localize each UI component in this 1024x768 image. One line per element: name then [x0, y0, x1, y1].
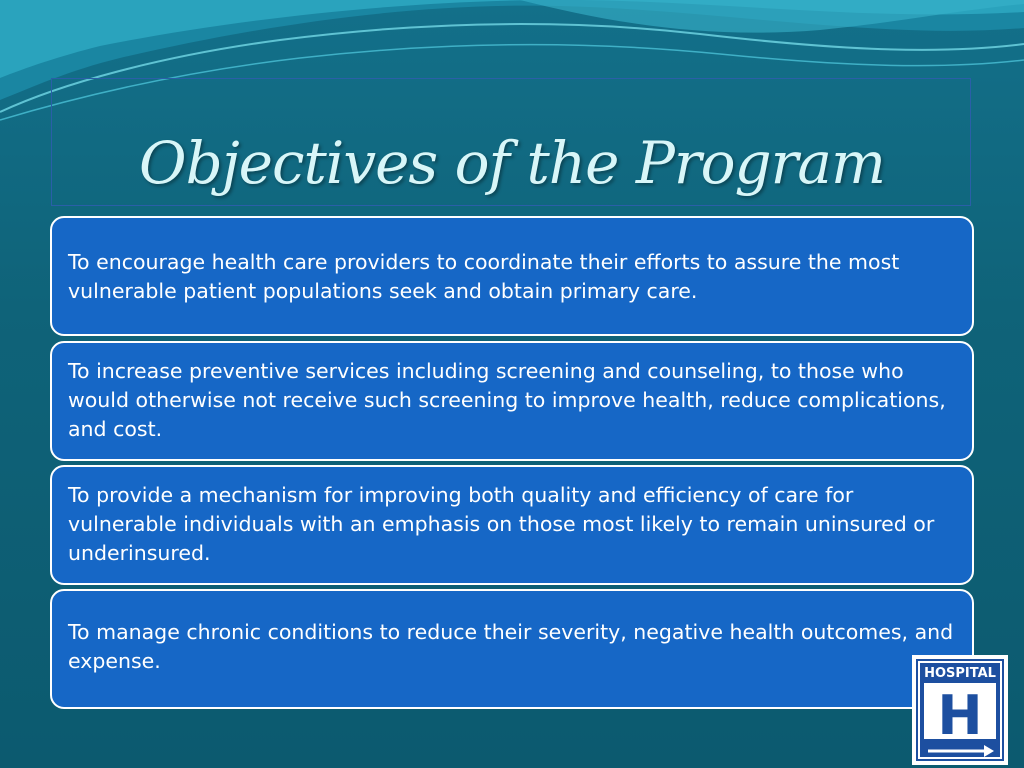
objective-item: To provide a mechanism for improving both quality and efficiency of care for vulnerable individuals with an emphasis on those most likely to remain uninsured or underinsured.: [50, 465, 974, 585]
slide-title: Objectives of the Program: [139, 129, 885, 197]
hospital-sign-icon: [912, 655, 1008, 765]
hospital-sign-letter: H: [937, 684, 983, 747]
objective-item: To manage chronic conditions to reduce their severity, negative health outcomes, and expense.: [50, 589, 974, 709]
hospital-sign-label: HOSPITAL: [924, 666, 996, 681]
objective-item: To increase preventive services including screening and counseling, to those who would otherwise not receive such screening to improve health, reduce complications, and cost.: [50, 341, 974, 461]
objective-item: To encourage health care providers to coordinate their efforts to assure the most vulnerable patient populations seek and obtain primary care.: [50, 216, 974, 336]
